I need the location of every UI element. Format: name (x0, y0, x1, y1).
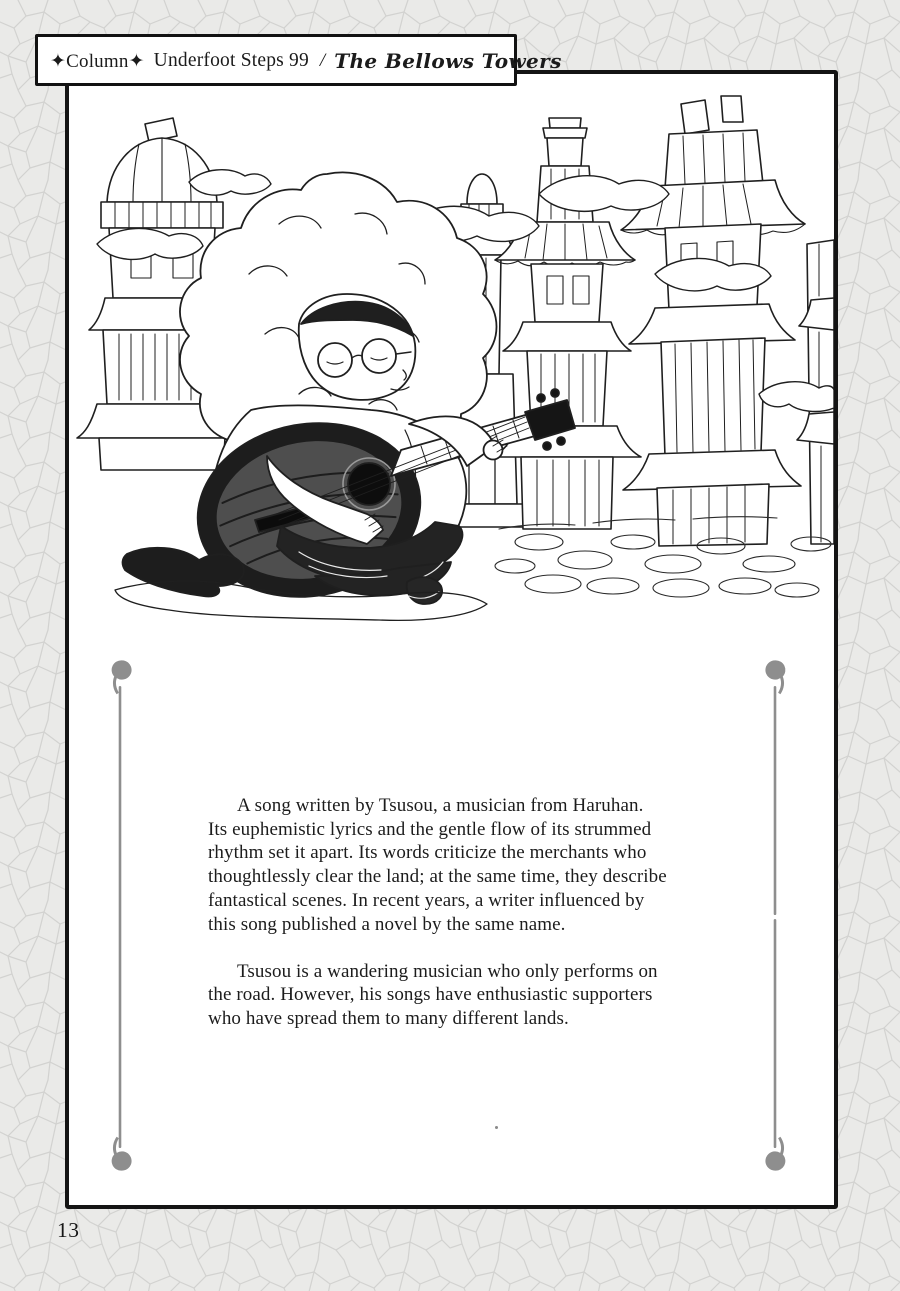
print-dot (495, 1126, 498, 1129)
column-label: ✦Column✦ (50, 50, 145, 72)
text-line: Its euphemistic lyrics and the gentle flow of its strummed (208, 818, 652, 840)
column-panel (65, 70, 838, 1209)
column-header-plate (35, 34, 562, 86)
text-line: fantastical scenes. In recent years, a writer influenced by (208, 889, 645, 911)
text-line: Tsusou is a wandering musician who only performs on (237, 960, 658, 982)
teardrop-finial (112, 1137, 132, 1171)
text-line: who have spread them to many different lands. (208, 1008, 569, 1030)
title-separator: / (319, 50, 326, 71)
episode-title: The Bellows Towers (334, 49, 562, 73)
text-line: this song published a novel by the same name. (208, 913, 566, 935)
text-line: rhythm set it apart. Its words criticize the merchants who (208, 842, 647, 864)
page-number: 13 (57, 1218, 80, 1242)
teardrop-finial (112, 660, 132, 694)
text-line: the road. However, his songs have enthusiastic supporters (208, 984, 653, 1006)
text-line: thoughtlessly clear the land; at the same time, they describe (208, 866, 667, 888)
paragraph (208, 960, 667, 1031)
paragraph (208, 794, 667, 936)
left-ornament-rule (112, 660, 132, 1170)
series-title: Underfoot Steps 99 (153, 50, 309, 71)
right-ornament-rule (765, 660, 785, 1170)
column-text (208, 794, 667, 1031)
ornament-rules (69, 74, 834, 1205)
text-line: A song written by Tsusou, a musician from Haruhan. (237, 795, 644, 816)
